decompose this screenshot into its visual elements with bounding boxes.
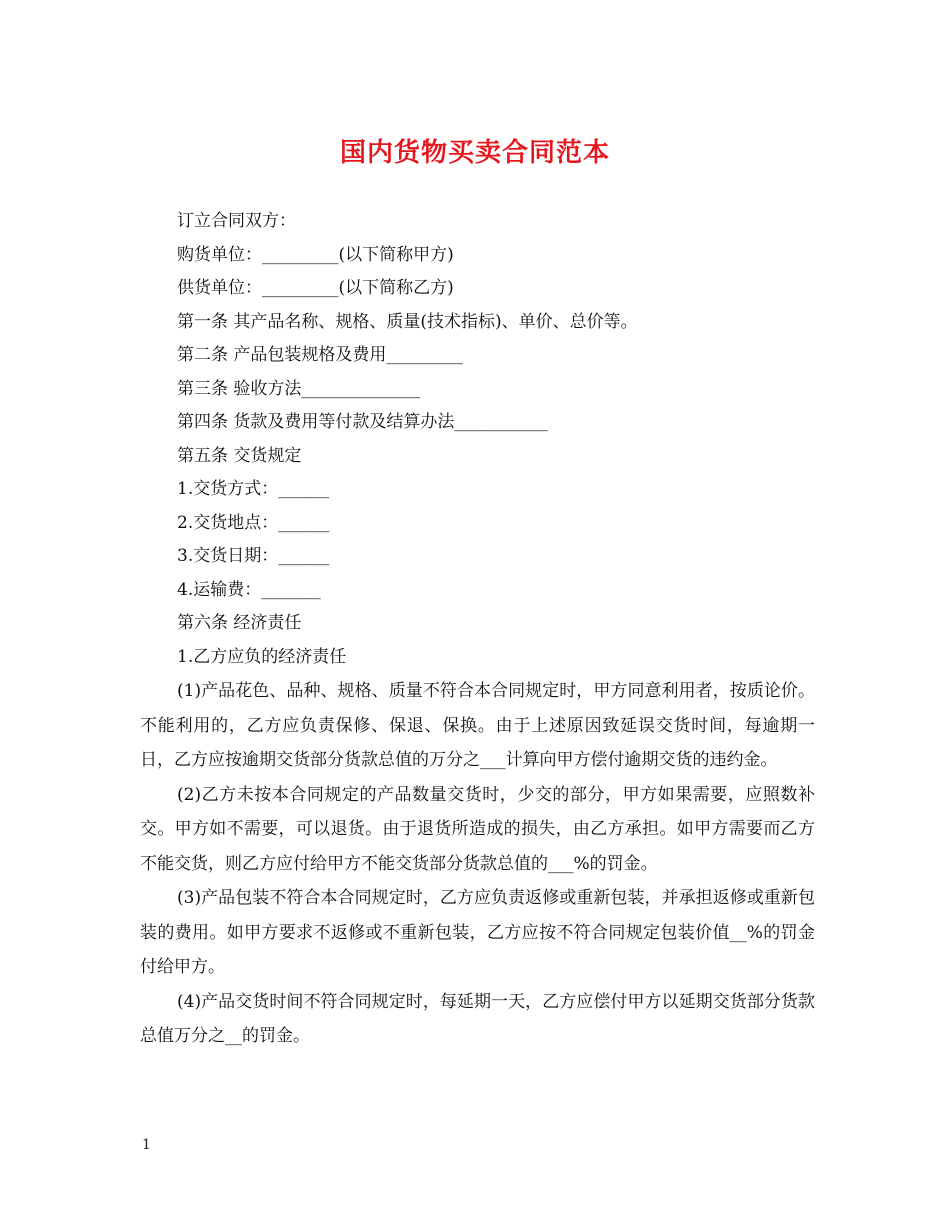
page-number: 1 <box>142 1137 151 1153</box>
delivery-method: 1.交货方式：______ <box>177 479 330 499</box>
document-title: 国内货物买卖合同范本 <box>339 138 610 168</box>
article-2: 第二条 产品包装规格及费用_________ <box>177 345 463 365</box>
clause-paragraph-3: (3)产品包装不符合本合同规定时，乙方应负责返修或重新包装，并承担返修或重新包装的费用。如甲方要求不返修或不重新包装，乙方应按不符合同规定包装价值__%的罚金付给甲方。 <box>140 888 815 977</box>
clause-paragraph-1: (1)产品花色、品种、规格、质量不符合本合同规定时，甲方同意利用者，按质论价。不能利用的，乙方应负责保修、保退、保换。由于上述原因致延误交货时间，每逾期一日，乙方应按逾期交货部分货款总值的万分之___计算向甲方偿付逾期交货的违约金。 <box>140 681 815 770</box>
article-5: 第五条 交货规定 <box>177 445 302 466</box>
buyer-line: 购货单位：_________(以下简称甲方) <box>177 244 454 265</box>
article-3: 第三条 验收方法______________ <box>177 378 421 399</box>
supplier-liability-heading: 1.乙方应负的经济责任 <box>177 646 347 667</box>
delivery-location: 2.交货地点：______ <box>177 512 330 533</box>
document-body <box>140 205 815 1054</box>
transport-fee: 4.运输费：_______ <box>177 579 321 600</box>
delivery-date: 3.交货日期：______ <box>177 546 330 566</box>
clause-paragraph-4: (4)产品交货时间不符合同规定时，每延期一天，乙方应偿付甲方以延期交货部分货款总值万分之__的罚金。 <box>140 991 815 1046</box>
supplier-line: 供货单位：_________(以下简称乙方) <box>177 278 454 298</box>
parties-heading: 订立合同双方： <box>177 211 296 231</box>
article-4: 第四条 货款及费用等付款及结算办法___________ <box>177 412 548 432</box>
article-6: 第六条 经济责任 <box>177 613 302 633</box>
article-1: 第一条 其产品名称、规格、质量(技术指标)、单价、总价等。 <box>177 311 638 332</box>
clause-paragraph-2: (2)乙方未按本合同规定的产品数量交货时，少交的部分，甲方如果需要，应照数补交。甲方如不需要，可以退货。由于退货所造成的损失，由乙方承担。如甲方需要而乙方不能交货，则乙方应付给甲方不能交货部分货款总值的___%的罚金。 <box>140 784 815 874</box>
